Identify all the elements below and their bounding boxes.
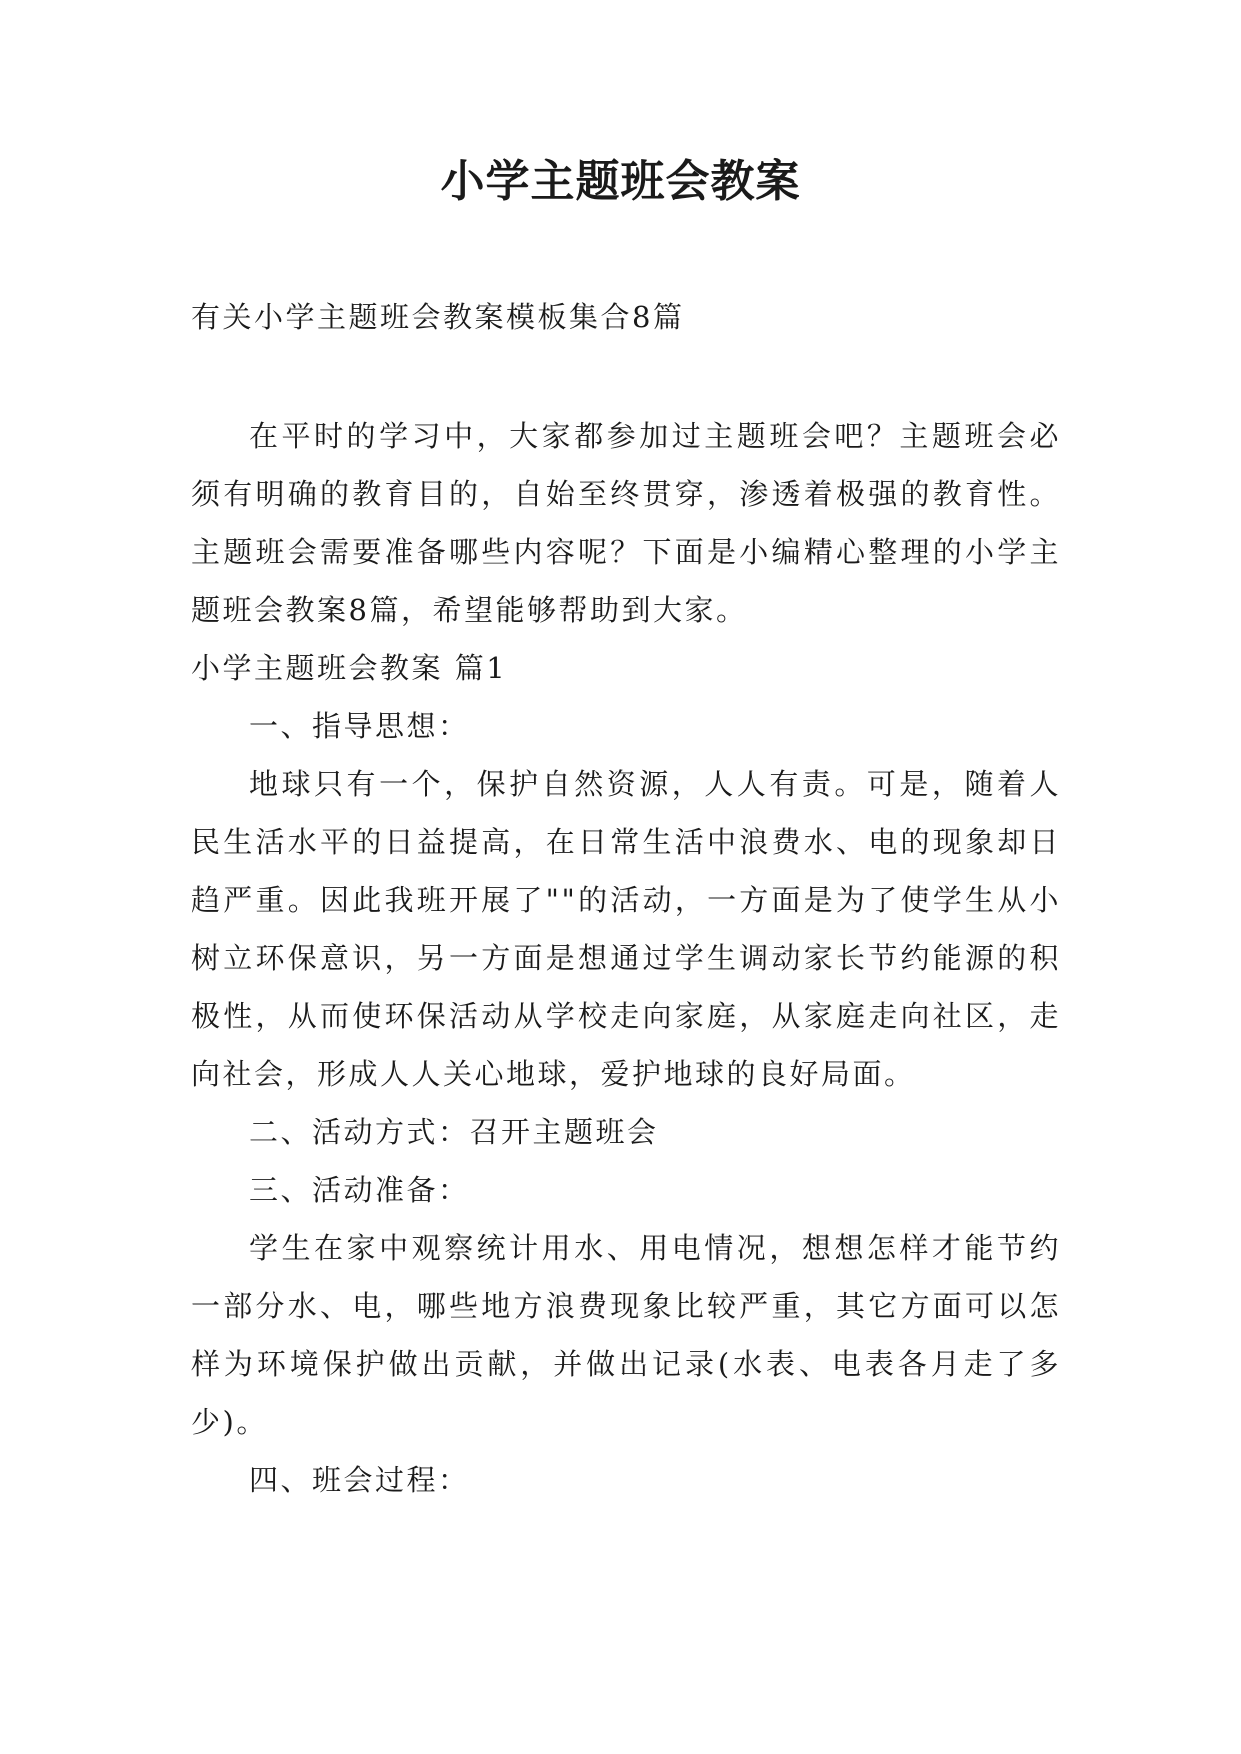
heading-activity-method: 二、活动方式：召开主题班会 — [249, 1115, 659, 1149]
paragraph-guiding-idea: 地球只有一个，保护自然资源，人人有责。可是，随着人民生活水平的日益提高，在日常生活中浪费水、电的现象却日趋严重。因此我班开展了""的活动，一方面是为了使学生从小树立环保意识，另一方面是想通过学生调动家长节约能源的积极性，从而使环保活动从学校走向家庭，从家庭走向社区，走向社会，形成人人关心地球，爱护地球的良好局面。 — [191, 767, 1061, 1091]
document-title: 小学主题班会教案 — [440, 156, 801, 207]
heading-guiding-idea: 一、指导思想： — [249, 709, 470, 743]
heading-meeting-process: 四、班会过程： — [249, 1463, 470, 1497]
paragraph-intro: 在平时的学习中，大家都参加过主题班会吧？主题班会必须有明确的教育目的，自始至终贯穿，渗透着极强的教育性。主题班会需要准备哪些内容呢？下面是小编精心整理的小学主题班会教案8篇，希望能够帮助到大家。 — [191, 419, 1061, 627]
document-subtitle: 有关小学主题班会教案模板集合8篇 — [191, 300, 685, 334]
heading-activity-preparation: 三、活动准备： — [249, 1173, 470, 1207]
paragraph-activity-preparation: 学生在家中观察统计用水、用电情况，想想怎样才能节约一部分水、电，哪些地方浪费现象比较严重，其它方面可以怎样为环境保护做出贡献，并做出记录(水表、电表各月走了多少)。 — [191, 1231, 1061, 1439]
document-body — [191, 407, 1061, 1509]
section-heading-part1: 小学主题班会教案 篇1 — [191, 651, 508, 685]
